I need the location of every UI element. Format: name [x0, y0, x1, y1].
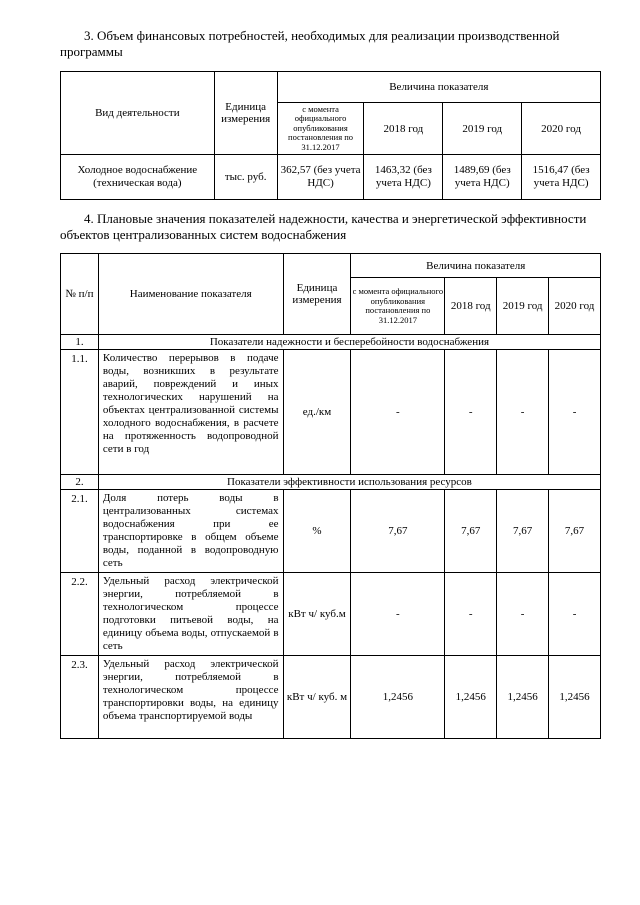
row-2018: 7,67 [445, 490, 497, 573]
row-number: 1.1. [61, 350, 99, 475]
section-number: 1. [61, 335, 99, 350]
row-indicator-name: Доля потерь воды в централизованных системах водоснабжения при ее транспортировке в общем объеме воды, поданной в водопроводную сеть [98, 490, 283, 573]
col-2020-header: 2020 год [549, 278, 601, 335]
col-2020-header: 2020 год [522, 103, 601, 155]
row-2018: - [445, 573, 497, 656]
col-unit-header: Единица измерения [283, 254, 351, 335]
row-unit: % [283, 490, 351, 573]
col-value-header: Величина показателя [351, 254, 601, 278]
row-unit: кВт ч/ куб. м [283, 656, 351, 739]
row-2018: 1,2456 [445, 656, 497, 739]
row-number: 2.1. [61, 490, 99, 573]
row-official: 7,67 [351, 490, 445, 573]
section-number: 2. [61, 475, 99, 490]
section-title: Показатели надежности и бесперебойности водоснабжения [98, 335, 600, 350]
row-2019: 1,2456 [497, 656, 549, 739]
row-2018: 1463,32 (без учета НДС) [364, 155, 443, 200]
col-activity-header: Вид деятельности [61, 72, 215, 155]
row-unit: тыс. руб. [214, 155, 277, 200]
row-indicator-name: Количество перерывов в подаче воды, возникших в результате аварий, повреждений и иных технологических нарушений на объектах централизованной системы холодного водоснабжения, в расчете на протяженность водопроводной сети в год [98, 350, 283, 475]
row-2019: - [497, 573, 549, 656]
indicators-table [60, 253, 601, 739]
col-2019-header: 2019 год [443, 103, 522, 155]
row-2020: 7,67 [549, 490, 601, 573]
row-official: 1,2456 [351, 656, 445, 739]
section3-heading: 3. Объем финансовых потребностей, необходимых для реализации производственной программы [60, 28, 560, 59]
col-official-header: с момента официального опубликования постановления по 31.12.2017 [351, 278, 445, 335]
row-2020: - [549, 350, 601, 475]
col-2018-header: 2018 год [364, 103, 443, 155]
row-indicator-name: Удельный расход электрической энергии, потребляемой в технологическом процессе транспортировки воды, на единицу объема транспортируемой воды [98, 656, 283, 739]
row-official: - [351, 573, 445, 656]
col-value-header: Величина показателя [277, 72, 600, 103]
row-2020: 1516,47 (без учета НДС) [522, 155, 601, 200]
col-unit-header: Единица измерения [214, 72, 277, 155]
financial-needs-table [60, 71, 601, 200]
section4-heading: 4. Плановые значения показателей надежности, качества и энергетической эффективности объектов централизованных систем водоснабжения [60, 211, 587, 242]
col-num-header: № п/п [61, 254, 99, 335]
row-unit: кВт ч/ куб.м [283, 573, 351, 656]
row-2020: - [549, 573, 601, 656]
row-unit: ед./км [283, 350, 351, 475]
row-official: - [351, 350, 445, 475]
row-2019: 1489,69 (без учета НДС) [443, 155, 522, 200]
row-2018: - [445, 350, 497, 475]
col-2018-header: 2018 год [445, 278, 497, 335]
row-official: 362,57 (без учета НДС) [277, 155, 364, 200]
col-official-header: с момента официального опубликования постановления по 31.12.2017 [277, 103, 364, 155]
row-2020: 1,2456 [549, 656, 601, 739]
col-name-header: Наименование показателя [98, 254, 283, 335]
row-2019: 7,67 [497, 490, 549, 573]
row-activity: Холодное водоснабжение (техническая вода) [61, 155, 215, 200]
row-number: 2.2. [61, 573, 99, 656]
col-2019-header: 2019 год [497, 278, 549, 335]
row-number: 2.3. [61, 656, 99, 739]
section-title: Показатели эффективности использования ресурсов [98, 475, 600, 490]
row-indicator-name: Удельный расход электрической энергии, потребляемой в технологическом процессе подготовки питьевой воды, на единицу объема воды, отпускаемой в сеть [98, 573, 283, 656]
row-2019: - [497, 350, 549, 475]
